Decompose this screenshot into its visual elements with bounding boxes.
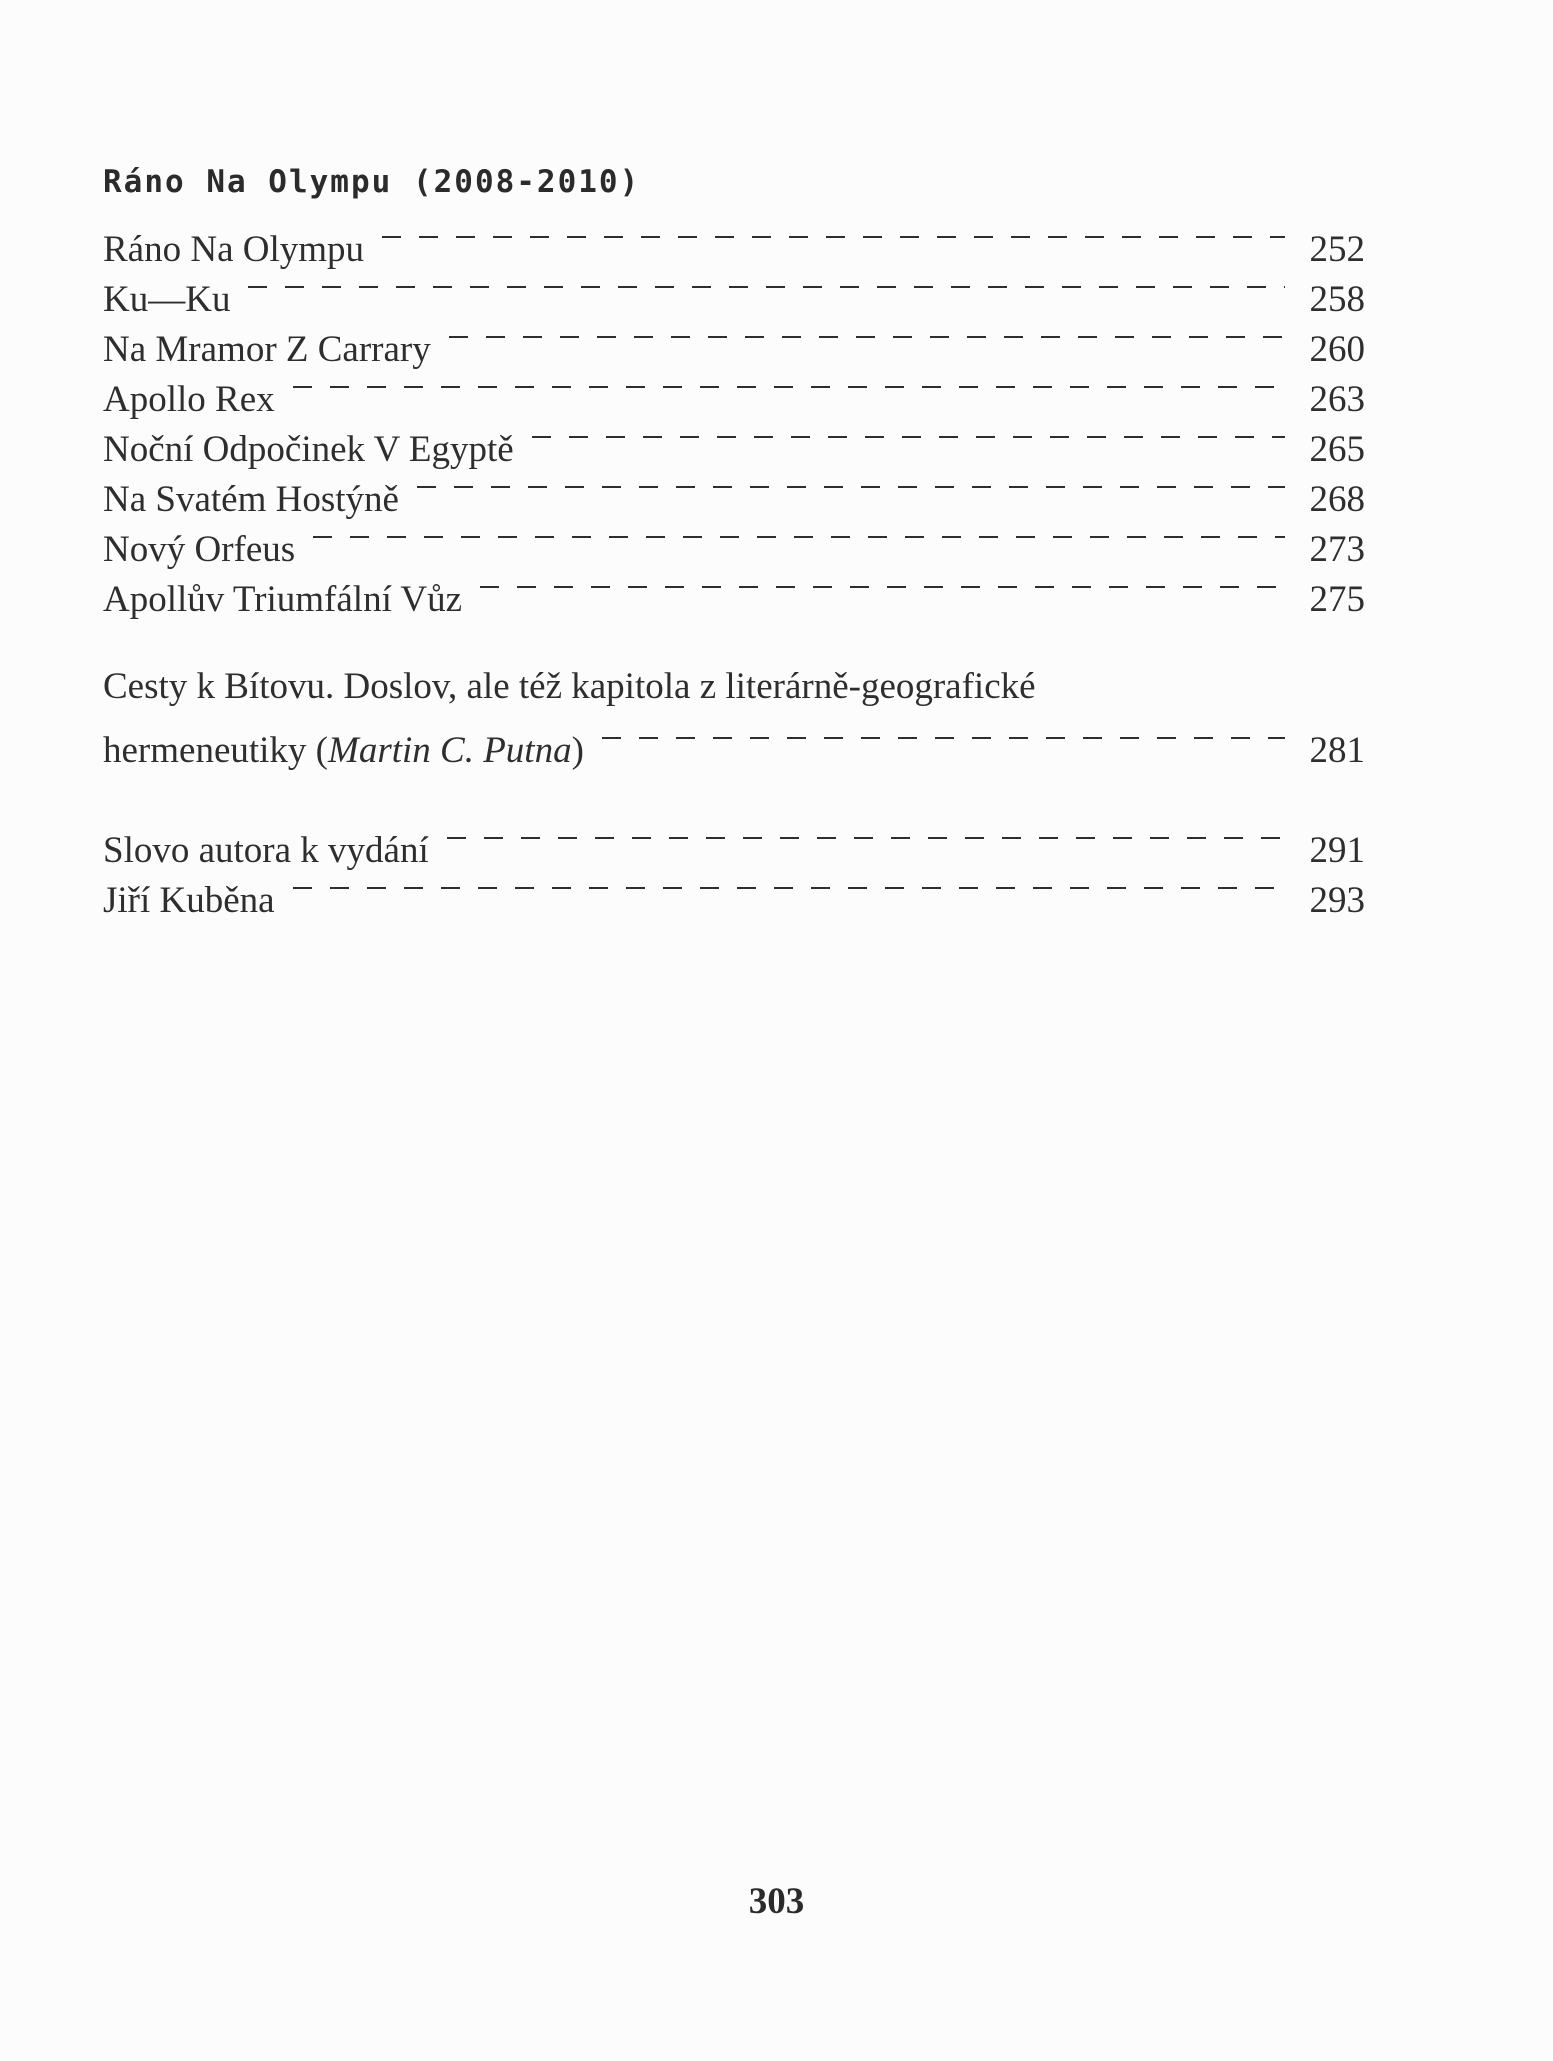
afterword-page: 281 — [1309, 730, 1365, 771]
appendix-entry-page: 293 — [1309, 880, 1365, 921]
appendix-entry — [103, 812, 1365, 871]
leader-dashes — [449, 311, 1285, 361]
toc-entry — [103, 261, 1365, 320]
toc-entry-title: Apollův Triumfální Vůz — [103, 579, 463, 620]
toc-entry-title: Na Svatém Hostýně — [103, 479, 399, 520]
appendix-entry — [103, 862, 1365, 921]
afterword-entry — [103, 712, 1365, 771]
leader-dashes — [248, 261, 1285, 311]
toc-entry-page: 268 — [1309, 479, 1365, 520]
toc-entry-page: 265 — [1309, 429, 1365, 470]
leader-dashes — [293, 361, 1285, 411]
toc-entry — [103, 561, 1365, 620]
toc-entry-title: Noční Odpočinek V Egyptě — [103, 429, 514, 470]
section-heading: Ráno Na Olympu (2008-2010) — [103, 164, 641, 200]
appendix-entry-page: 291 — [1309, 830, 1365, 871]
toc-entry — [103, 511, 1365, 570]
afterword-prefix: hermeneutiky ( — [103, 730, 328, 771]
afterword-title-line2 — [103, 726, 602, 776]
leader-dashes — [447, 812, 1285, 862]
toc-entry-title: Ku—Ku — [103, 279, 231, 320]
toc-entry-page: 275 — [1309, 579, 1365, 620]
afterword-suffix: ) — [571, 730, 584, 771]
appendix-entry-title: Slovo autora k vydání — [103, 830, 429, 871]
leader-dashes — [602, 712, 1285, 762]
toc-entry-title: Ráno Na Olympu — [103, 229, 365, 270]
toc-entry-page: 273 — [1309, 529, 1365, 570]
appendix-entry-title: Jiří Kuběna — [103, 880, 275, 921]
toc-entry-title: Nový Orfeus — [103, 529, 296, 570]
leader-dashes — [382, 211, 1285, 261]
leader-dashes — [532, 411, 1285, 461]
leader-dashes — [417, 461, 1285, 511]
leader-dashes — [293, 862, 1285, 912]
leader-dashes — [480, 561, 1285, 611]
toc-entry-page: 260 — [1309, 329, 1365, 370]
toc-entry — [103, 461, 1365, 520]
toc-entry — [103, 311, 1365, 370]
toc-entry-page: 252 — [1309, 229, 1365, 270]
toc-entry — [103, 411, 1365, 470]
toc-entry-page: 263 — [1309, 379, 1365, 420]
toc-entry-page: 258 — [1309, 279, 1365, 320]
toc-entry — [103, 211, 1365, 270]
page-number: 303 — [748, 1881, 805, 1922]
toc-entry — [103, 361, 1365, 420]
toc-entry-title: Apollo Rex — [103, 379, 275, 420]
toc-entry-title: Na Mramor Z Carrary — [103, 329, 431, 370]
leader-dashes — [313, 511, 1285, 561]
afterword-author: Martin C. Putna — [328, 730, 572, 771]
afterword-title-line1: Cesty k Bítovu. Doslov, ale též kapitola z literárně-geografické — [103, 666, 1036, 707]
